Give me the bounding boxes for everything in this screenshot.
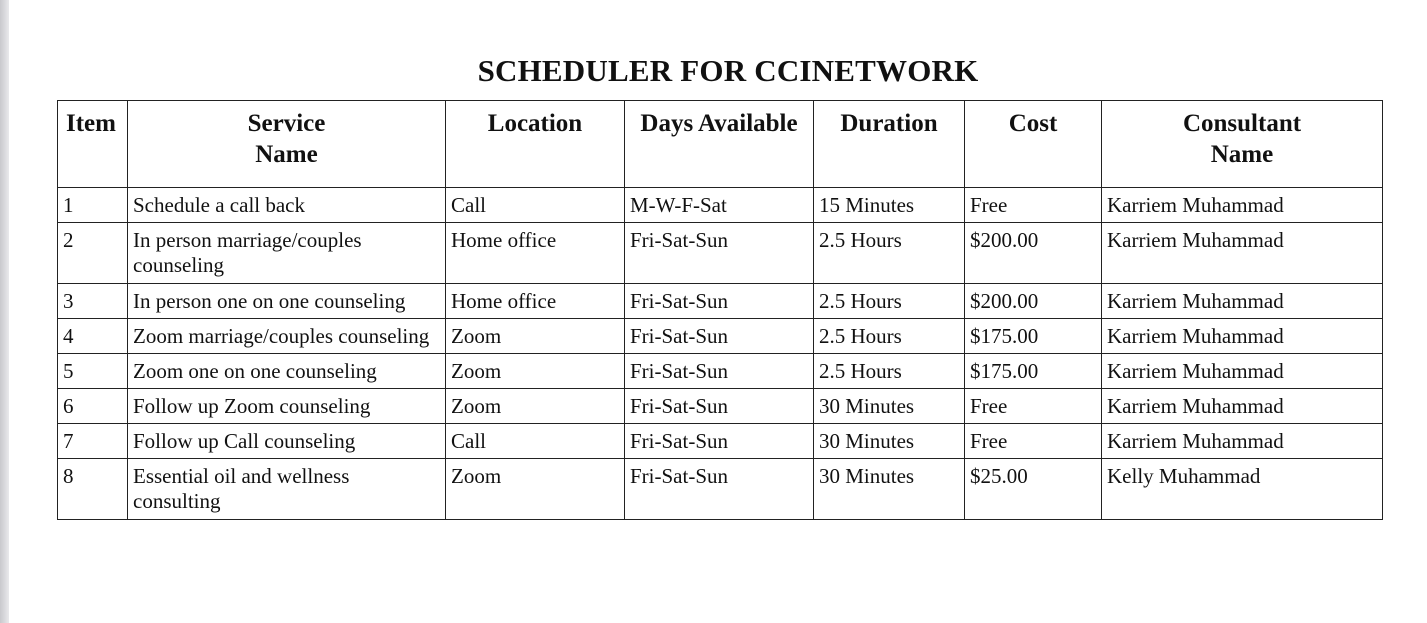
cell-days: M-W-F-Sat (625, 188, 814, 223)
cell-consultant: Karriem Muhammad (1102, 223, 1383, 284)
cell-cost: Free (965, 389, 1102, 424)
header-consultant-name-line1: Consultant (1182, 110, 1302, 137)
cell-item: 1 (58, 188, 128, 223)
cell-item: 7 (58, 424, 128, 459)
cell-consultant: Karriem Muhammad (1102, 319, 1383, 354)
cell-item: 4 (58, 319, 128, 354)
cell-days: Fri-Sat-Sun (625, 459, 814, 520)
cell-consultant: Karriem Muhammad (1102, 424, 1383, 459)
table-header-row (58, 101, 1383, 188)
cell-duration: 30 Minutes (814, 424, 965, 459)
cell-item: 5 (58, 354, 128, 389)
cell-location: Zoom (446, 459, 625, 520)
cell-location: Call (446, 424, 625, 459)
cell-location: Zoom (446, 319, 625, 354)
cell-service: In person one on one counseling (128, 284, 446, 319)
cell-duration: 2.5 Hours (814, 223, 965, 284)
cell-cost: $25.00 (965, 459, 1102, 520)
cell-days: Fri-Sat-Sun (625, 389, 814, 424)
cell-days: Fri-Sat-Sun (625, 354, 814, 389)
cell-duration: 2.5 Hours (814, 284, 965, 319)
cell-duration: 15 Minutes (814, 188, 965, 223)
cell-location: Zoom (446, 354, 625, 389)
cell-location: Home office (446, 284, 625, 319)
cell-service: Follow up Zoom counseling (128, 389, 446, 424)
cell-consultant: Karriem Muhammad (1102, 284, 1383, 319)
header-consultant-name-line2: Name (1210, 141, 1274, 168)
cell-item: 2 (58, 223, 128, 284)
table-row (58, 424, 1383, 459)
header-service-name (128, 101, 446, 188)
cell-days: Fri-Sat-Sun (625, 284, 814, 319)
cell-service: Zoom one on one counseling (128, 354, 446, 389)
cell-consultant: Karriem Muhammad (1102, 354, 1383, 389)
cell-consultant: Karriem Muhammad (1102, 188, 1383, 223)
cell-cost: $175.00 (965, 319, 1102, 354)
header-consultant-name (1102, 101, 1383, 188)
header-days-available: Days Available (625, 101, 814, 188)
header-service-name-line1: Service (247, 110, 326, 137)
cell-service: Follow up Call counseling (128, 424, 446, 459)
header-cost: Cost (965, 101, 1102, 188)
cell-cost: Free (965, 424, 1102, 459)
cell-days: Fri-Sat-Sun (625, 223, 814, 284)
cell-item: 6 (58, 389, 128, 424)
cell-service: Essential oil and wellness consulting (128, 459, 446, 520)
header-duration: Duration (814, 101, 965, 188)
table-row (58, 223, 1383, 284)
cell-consultant: Karriem Muhammad (1102, 389, 1383, 424)
cell-location: Home office (446, 223, 625, 284)
table-row (58, 319, 1383, 354)
cell-duration: 30 Minutes (814, 459, 965, 520)
cell-cost: $200.00 (965, 223, 1102, 284)
header-item: Item (58, 101, 128, 188)
table-row (58, 188, 1383, 223)
cell-item: 8 (58, 459, 128, 520)
document-title: SCHEDULER FOR CCINETWORK (477, 53, 979, 88)
cell-item: 3 (58, 284, 128, 319)
cell-cost: $175.00 (965, 354, 1102, 389)
window-left-edge (0, 0, 9, 623)
cell-service: In person marriage/couples counseling (128, 223, 446, 284)
table-row (58, 284, 1383, 319)
cell-cost: $200.00 (965, 284, 1102, 319)
header-service-name-line2: Name (255, 141, 318, 168)
document-page (9, 0, 1427, 623)
header-location: Location (446, 101, 625, 188)
cell-service: Zoom marriage/couples counseling (128, 319, 446, 354)
scheduler-table (57, 100, 1383, 520)
cell-days: Fri-Sat-Sun (625, 424, 814, 459)
table-row (58, 389, 1383, 424)
cell-cost: Free (965, 188, 1102, 223)
cell-location: Call (446, 188, 625, 223)
cell-consultant: Kelly Muhammad (1102, 459, 1383, 520)
cell-duration: 2.5 Hours (814, 354, 965, 389)
cell-days: Fri-Sat-Sun (625, 319, 814, 354)
table-row (58, 354, 1383, 389)
cell-duration: 30 Minutes (814, 389, 965, 424)
table-row (58, 459, 1383, 520)
cell-location: Zoom (446, 389, 625, 424)
cell-duration: 2.5 Hours (814, 319, 965, 354)
cell-service: Schedule a call back (128, 188, 446, 223)
